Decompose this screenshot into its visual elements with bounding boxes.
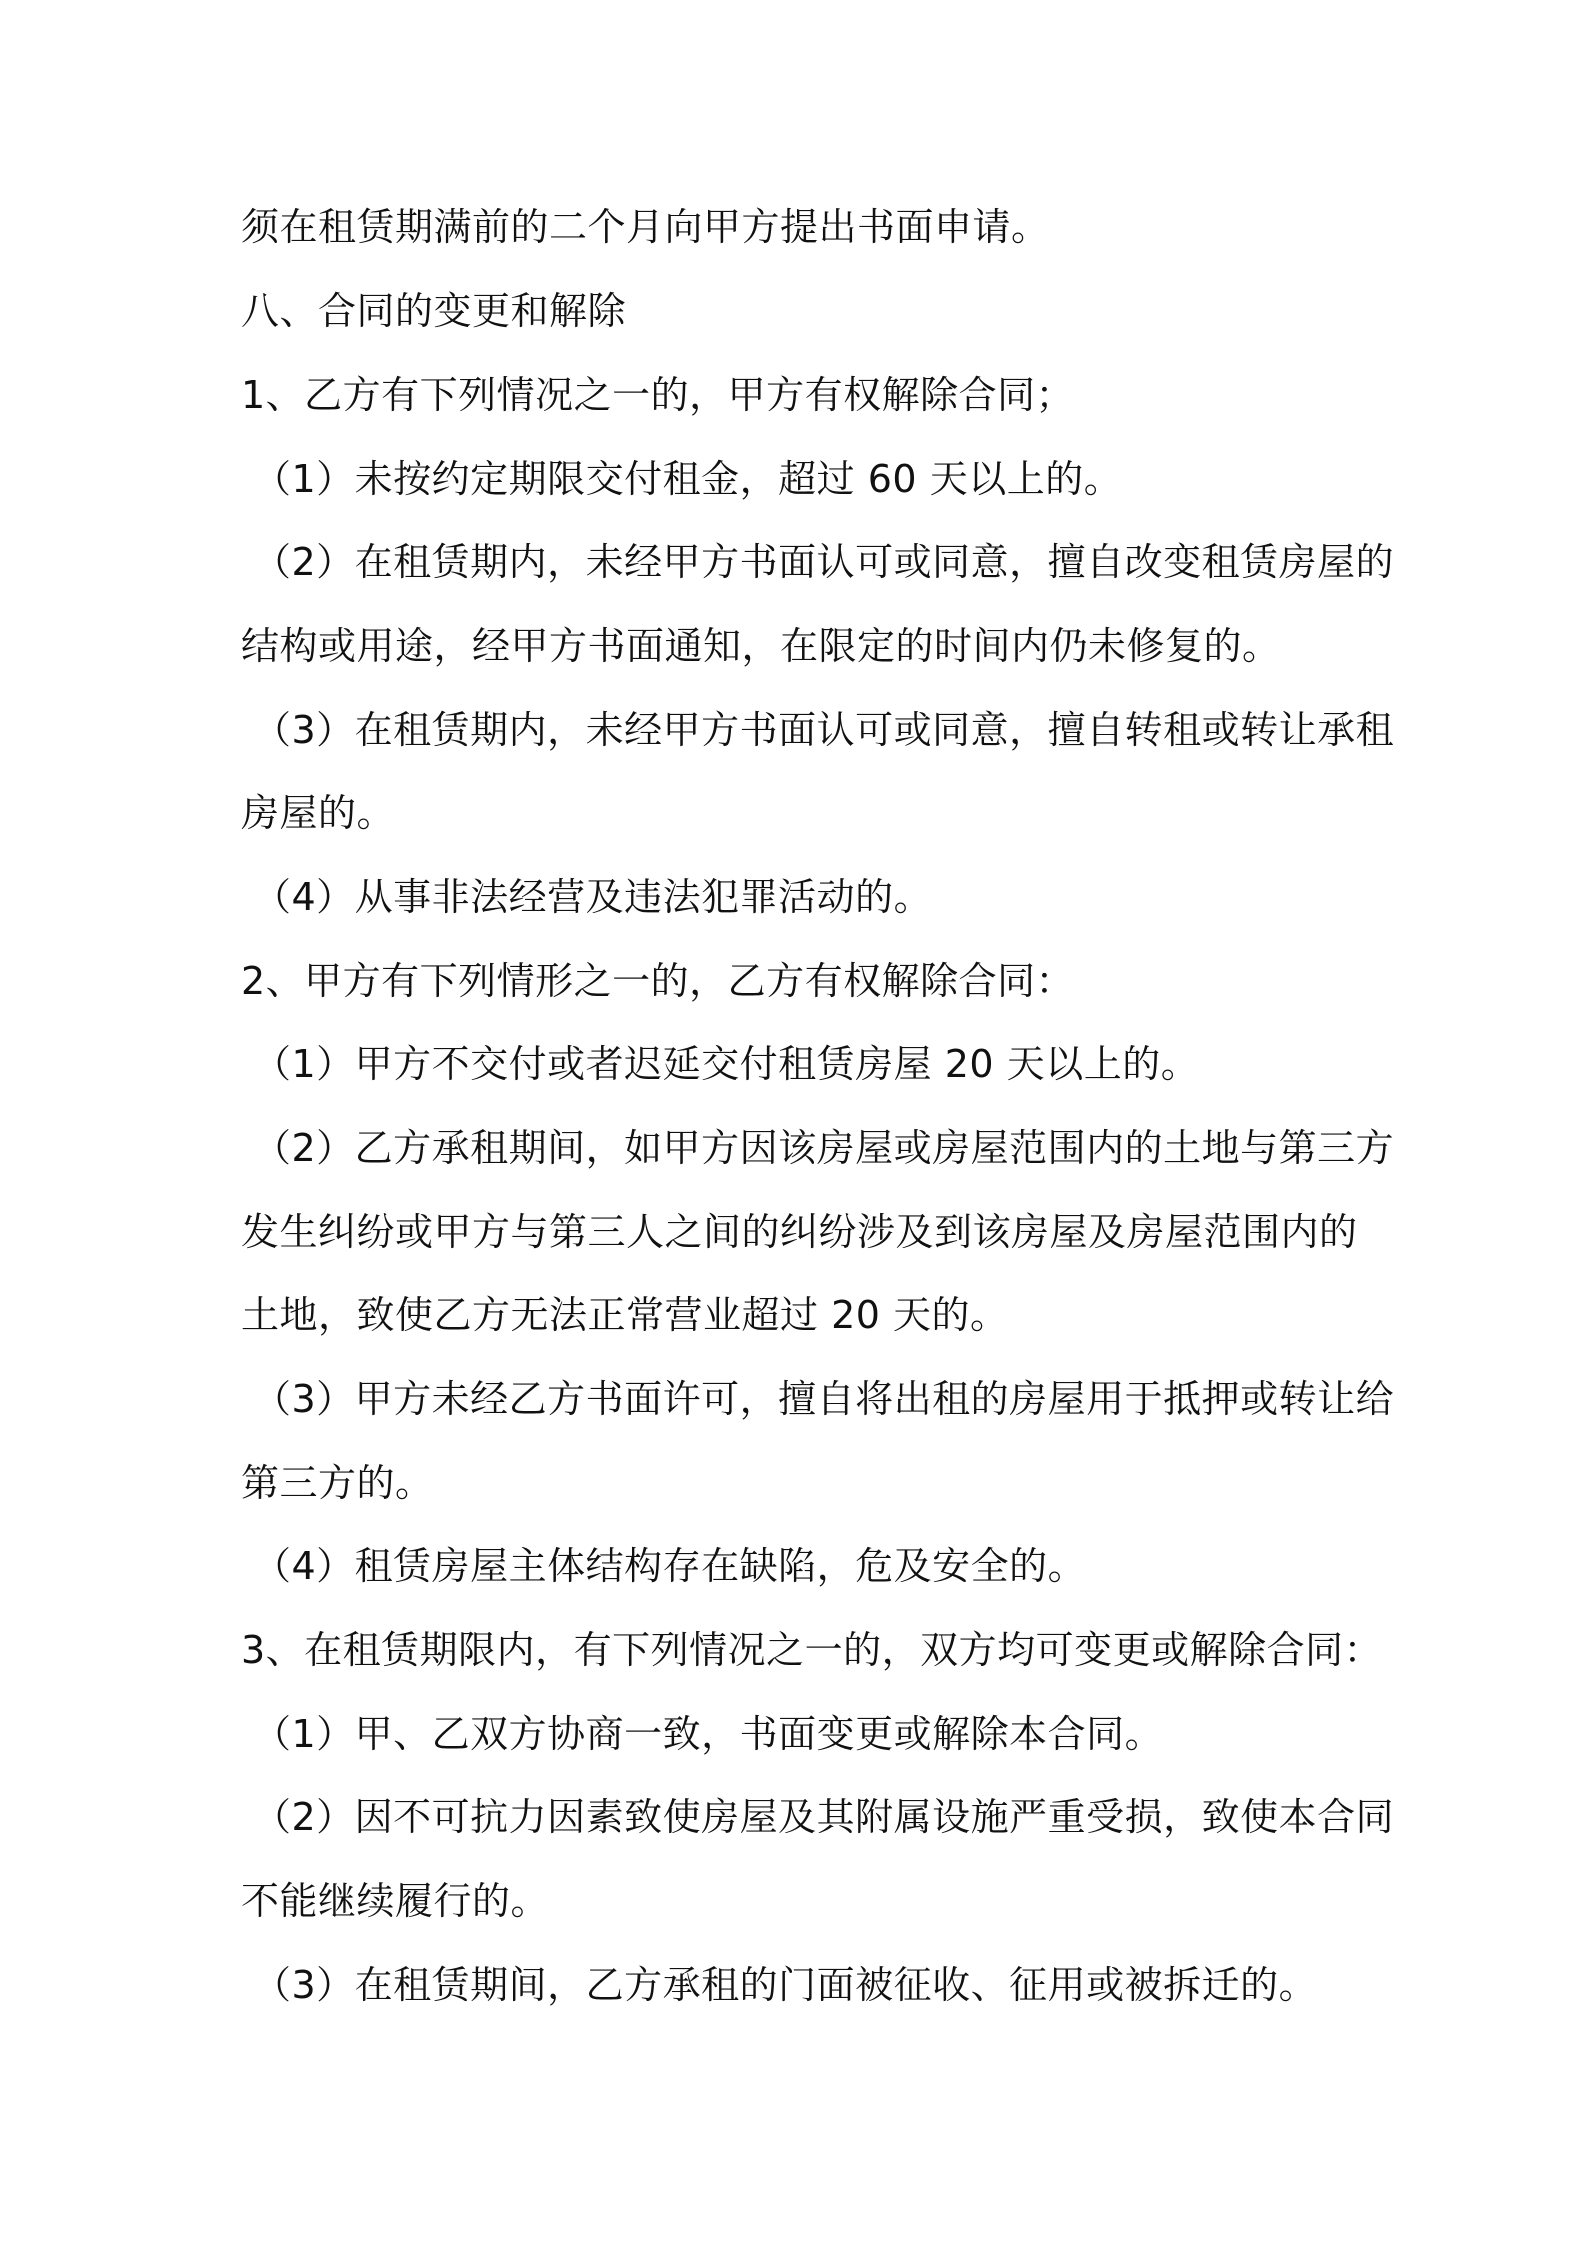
text-line: 不能继续履行的。 — [241, 1879, 550, 1923]
text-line: （3）在租赁期内，未经甲方书面认可或同意，擅自转租或转让承租 — [253, 708, 1395, 752]
text-line: （1）未按约定期限交付租金，超过 60 天以上的。 — [253, 457, 1123, 501]
text-line: （4）租赁房屋主体结构存在缺陷，危及安全的。 — [253, 1544, 1087, 1588]
text-line: 发生纠纷或甲方与第三人之间的纠纷涉及到该房屋及房屋范围内的 — [241, 1210, 1358, 1254]
text-line: （3）在租赁期间，乙方承租的门面被征收、征用或被拆迁的。 — [253, 1963, 1318, 2007]
section-heading: 八、合同的变更和解除 — [241, 289, 627, 333]
text-line: 1、乙方有下列情况之一的，甲方有权解除合同； — [241, 373, 1075, 417]
text-line: （2）因不可抗力因素致使房屋及其附属设施严重受损，致使本合同 — [253, 1795, 1395, 1839]
text-line: （3）甲方未经乙方书面许可，擅自将出租的房屋用于抵押或转让给 — [253, 1377, 1395, 1421]
text-line: 结构或用途，经甲方书面通知，在限定的时间内仍未修复的。 — [241, 624, 1281, 668]
text-line: 第三方的。 — [241, 1461, 434, 1505]
text-line: 房屋的。 — [241, 791, 396, 835]
text-line: 须在租赁期满前的二个月向甲方提出书面申请。 — [241, 205, 1050, 249]
text-line: （1）甲方不交付或者迟延交付租赁房屋 20 天以上的。 — [253, 1042, 1200, 1086]
text-line: 2、甲方有下列情形之一的，乙方有权解除合同： — [241, 959, 1075, 1003]
text-line: 土地，致使乙方无法正常营业超过 20 天的。 — [241, 1293, 1009, 1337]
text-line: 3、在租赁期限内，有下列情况之一的，双方均可变更或解除合同： — [241, 1628, 1383, 1672]
text-line: （2）乙方承租期间，如甲方因该房屋或房屋范围内的土地与第三方 — [253, 1126, 1395, 1170]
text-line: （4）从事非法经营及违法犯罪活动的。 — [253, 875, 933, 919]
text-line: （2）在租赁期内，未经甲方书面认可或同意，擅自改变租赁房屋的 — [253, 540, 1395, 584]
text-line: （1）甲、乙双方协商一致，书面变更或解除本合同。 — [253, 1712, 1164, 1756]
